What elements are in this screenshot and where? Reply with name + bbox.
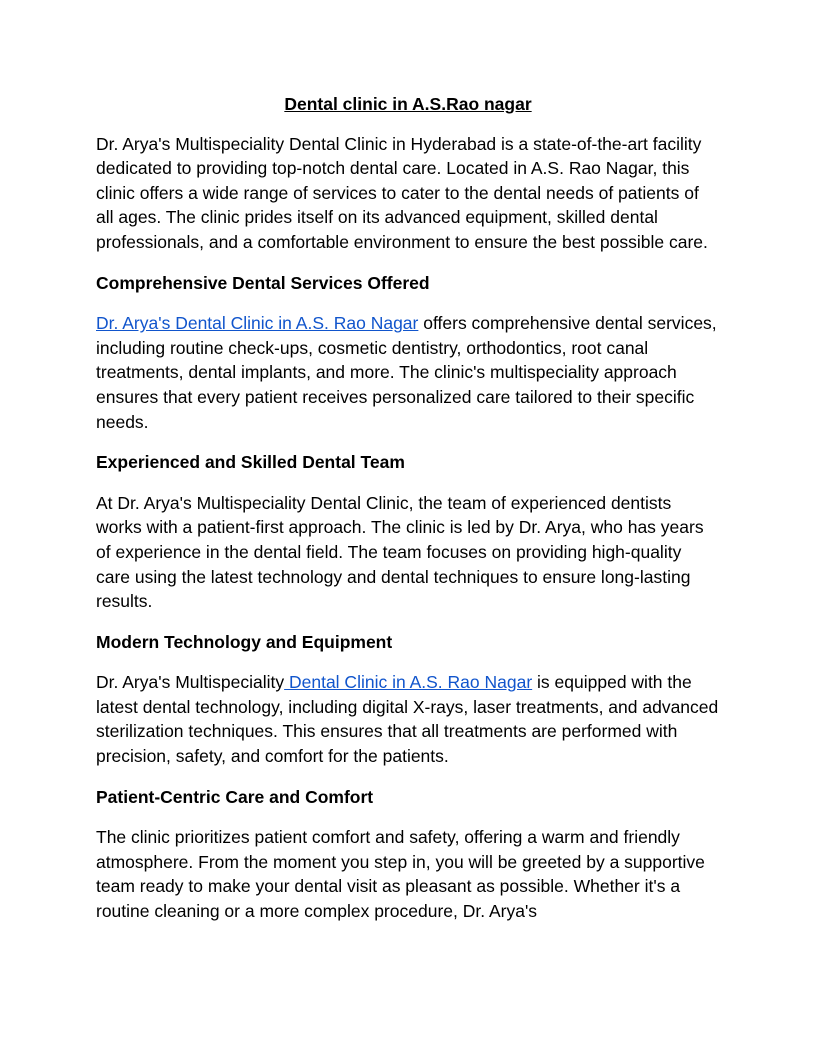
clinic-link-1[interactable]: Dr. Arya's Dental Clinic in A.S. Rao Nagar: [96, 313, 419, 334]
heading-modern-technology: Modern Technology and Equipment: [96, 631, 393, 652]
paragraph-dental-team: At Dr. Arya's Multispeciality Dental Clinic, the team of experienced dentists works with a patient-first approach. The clinic is led by Dr. Arya, who has years of experience in the dental field. The team focuses on providing high-quality care using the latest technology and dental techniques to ensure long-lasting results.: [96, 492, 704, 612]
paragraph-text: is equipped with the latest dental technology, including digital X-rays, laser treatments, and advanced sterilization techniques. This ensures that all treatments are performed with precision, safety, and comfort for the patients.: [96, 672, 719, 767]
paragraph-patient-care: The clinic prioritizes patient comfort and safety, offering a warm and friendly atmosphere. From the moment you step in, you will be greeted by a supportive team ready to make your dental visit as pleasant as possible. Whether it's a routine cleaning or a more complex procedure, Dr. Arya's: [96, 827, 705, 922]
paragraph-text: offers comprehensive dental services, including routine check-ups, cosmetic dentistry, orthodontics, root canal treatments, dental implants, and more. The clinic's multispeciality approach ensures that every patient receives personalized care tailored to their specific needs.: [96, 313, 717, 432]
paragraph-comprehensive-services: [96, 311, 720, 434]
clinic-link-2[interactable]: Dental Clinic in A.S. Rao Nagar: [284, 672, 533, 693]
intro-paragraph: Dr. Arya's Multispeciality Dental Clinic in Hyderabad is a state-of-the-art facility dedicated to providing top-notch dental care. Located in A.S. Rao Nagar, this clinic offers a wide range of services to cater to the dental needs of patients of all ages. The clinic prides itself on its advanced equipment, skilled dental professionals, and a comfortable environment to ensure the best possible care.: [96, 133, 708, 252]
heading-dental-team: Experienced and Skilled Dental Team: [96, 452, 405, 473]
heading-comprehensive-services: Comprehensive Dental Services Offered: [96, 272, 430, 293]
paragraph-text: Dr. Arya's Multispeciality: [96, 672, 285, 693]
heading-patient-care: Patient-Centric Care and Comfort: [96, 786, 374, 807]
document-page: [96, 92, 720, 940]
paragraph-modern-technology: [96, 670, 720, 768]
document-title: Dental clinic in A.S.Rao nagar: [284, 94, 532, 114]
